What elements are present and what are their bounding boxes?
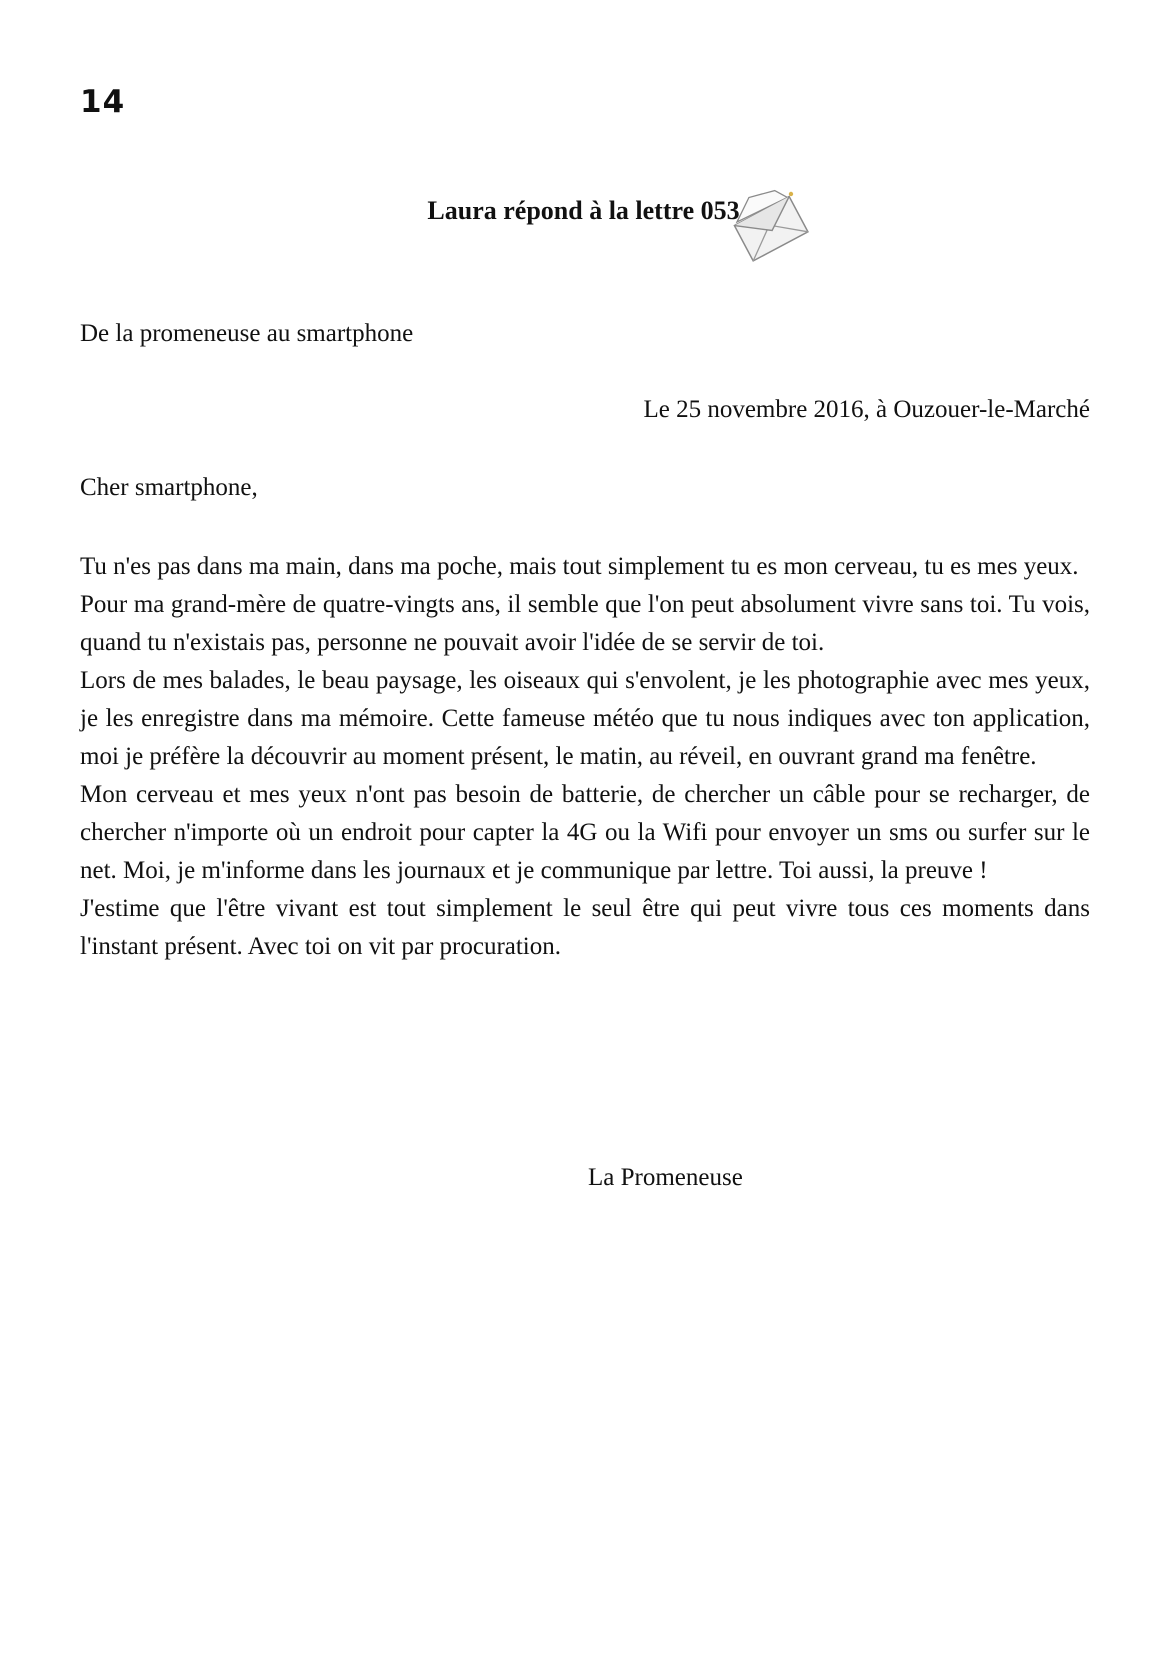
title-block	[0, 196, 1167, 226]
letter-paragraph: J'estime que l'être vivant est tout simplement le seul être qui peut vivre tous ces moments dans l'instant présent. Avec toi on vit par procuration.	[80, 895, 1090, 960]
letter-title: Laura répond à la lettre 053	[427, 196, 740, 225]
letter-paragraph: Pour ma grand-mère de quatre-vingts ans, il semble que l'on peut absolument vivre sans toi. Tu vois, quand tu n'existais pas, personne ne pouvait avoir l'idée de se servir de toi.	[80, 591, 1090, 656]
letter-subject: De la promeneuse au smartphone	[80, 320, 414, 347]
letter-body	[80, 548, 1090, 966]
letter-paragraph: Lors de mes balades, le beau paysage, les oiseaux qui s'envolent, je les photographie avec mes yeux, je les enregistre dans ma mémoire. Cette fameuse météo que tu nous indiques avec ton application, moi je préfère la découvrir au moment présent, le matin, au réveil, en ouvrant grand ma fenêtre.	[80, 667, 1090, 770]
page-number: 14	[80, 84, 126, 120]
letter-signature: La Promeneuse	[588, 1164, 743, 1191]
envelope-icon	[727, 180, 819, 270]
letter-paragraph: Mon cerveau et mes yeux n'ont pas besoin de batterie, de chercher un câble pour se recharger, de chercher n'importe où un endroit pour capter la 4G ou la Wifi pour envoyer un sms ou surfer sur le net. Moi, je m'informe dans les journaux et je communique par lettre. Toi aussi, la preuve !	[80, 781, 1090, 884]
letter-dateline: Le 25 novembre 2016, à Ouzouer-le-Marché	[643, 396, 1090, 423]
letter-salutation: Cher smartphone,	[80, 474, 258, 501]
letter-paragraph: Tu n'es pas dans ma main, dans ma poche, mais tout simplement tu es mon cerveau, tu es mes yeux.	[80, 553, 1079, 580]
